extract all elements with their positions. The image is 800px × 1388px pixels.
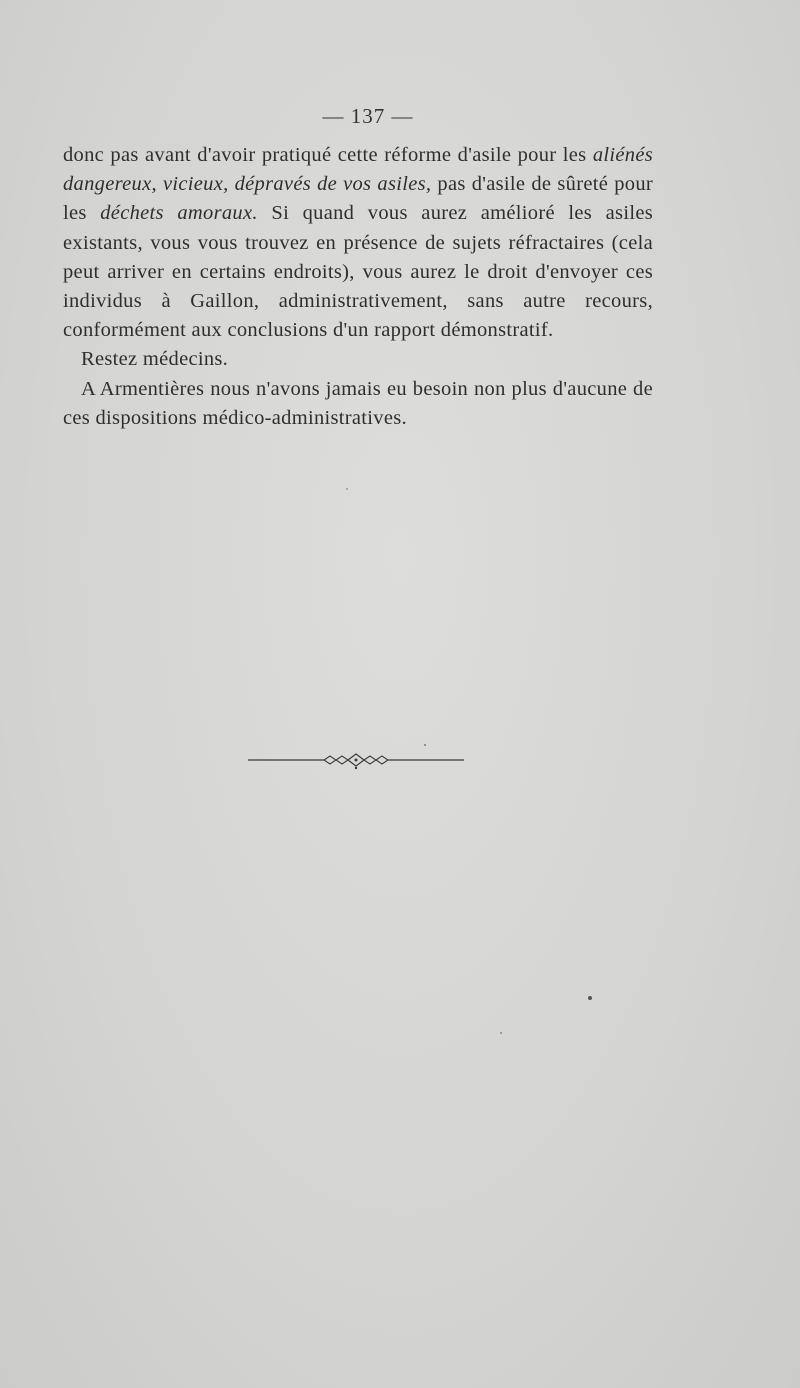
paragraph-1-text-3: Si quand vous aurez amélioré les asiles existants, vous vous trouvez en présence de sujets réfractaires (cela peut arriver en certains endroits), vous aurez le droit d'envoyer ces individus à Gaillon, administrativement, sans autre recours, conformément aux conclusions d'un rapport démonstratif. (63, 202, 653, 342)
paragraph-2: Restez médecins. (81, 348, 229, 371)
ink-speck (346, 488, 348, 490)
page-number: — 137 — (322, 104, 414, 128)
ink-speck (500, 1032, 502, 1034)
paragraph-3: A Armentières nous n'avons jamais eu besoin non plus d'aucune de ces dispositions médico-administratives. (63, 377, 653, 429)
body-text (63, 141, 653, 433)
ink-speck (588, 996, 592, 1000)
paragraph-1-italic-1: aliénés dangereux, vicieux, dépravés de vos asiles, (63, 144, 653, 196)
ink-speck (424, 744, 426, 746)
paragraph-1 (63, 141, 653, 345)
end-ornament (248, 750, 464, 770)
paragraph-1-italic-2: déchets amoraux. (100, 202, 258, 225)
paragraph-1-text-1: donc pas avant d'avoir pratiqué cette réforme d'asile pour les (63, 144, 593, 166)
paragraph-1-text-2: pas d'asile de sûreté pour les (63, 173, 654, 225)
